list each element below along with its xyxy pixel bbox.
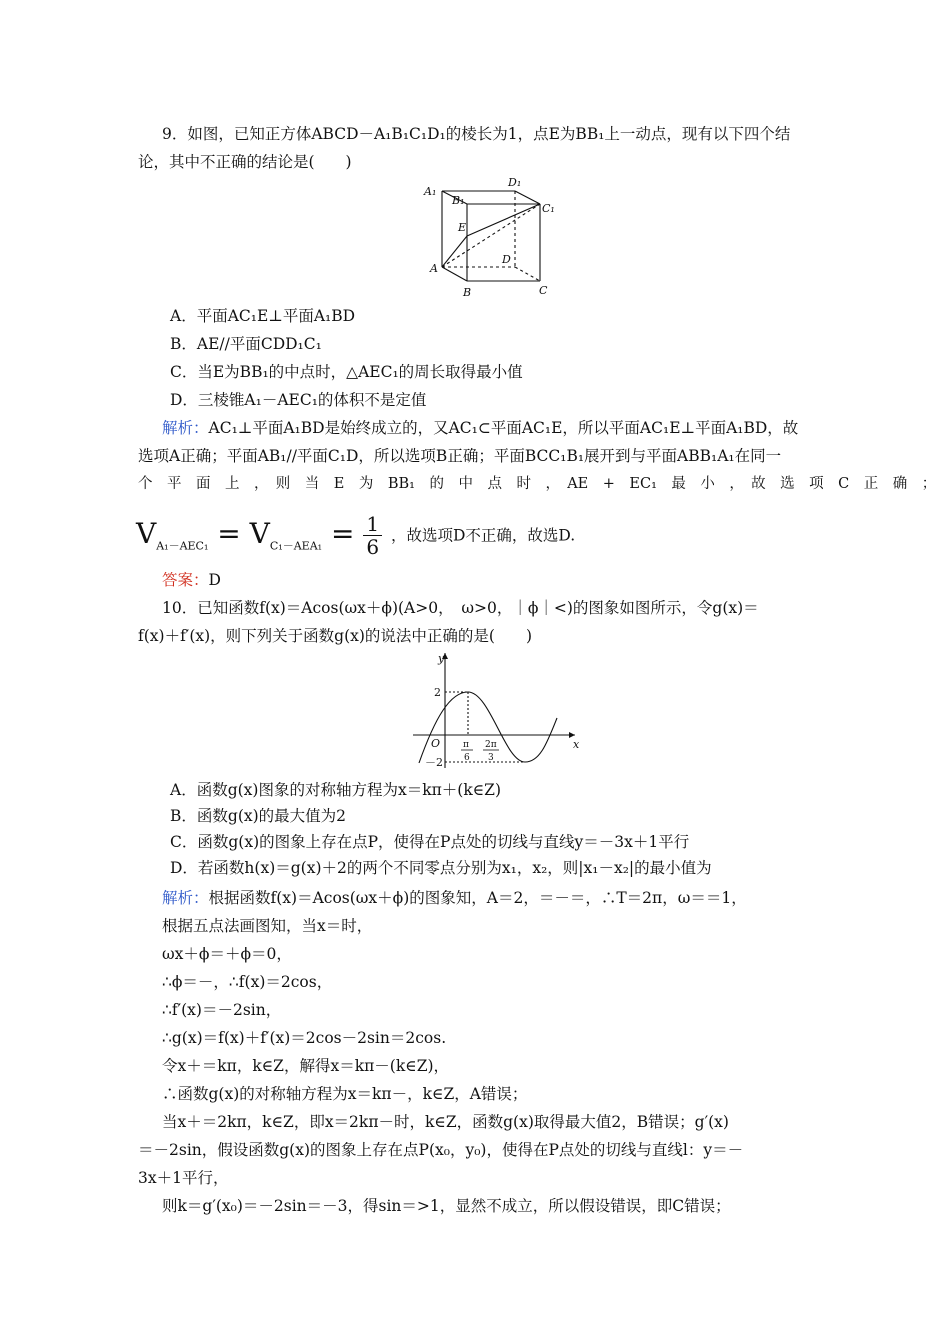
fraction-one-sixth: $\frac{1}{6}$ xyxy=(363,513,382,558)
q10-analysis-line3: ωx＋ϕ＝＋ϕ＝0， xyxy=(162,945,292,963)
q10-analysis-line7: 令x＋＝kπ，k∈Z，解得x＝kπ－(k∈Z)， xyxy=(162,1057,450,1075)
analysis-label: 解析： xyxy=(162,889,209,907)
q10-option-a: A．函数g(x)图象的对称轴方程为x＝kπ＋(k∈Z) xyxy=(170,781,502,799)
svg-text:y: y xyxy=(438,652,445,665)
q10-analysis-line12: 则k＝g′(x₀)＝－2sin＝－3，得sin＝>1，显然不成立，所以假设错误，即C错误； xyxy=(162,1197,731,1215)
q9-stem-line1: 9．如图，已知正方体ABCD－A₁B₁C₁D₁的棱长为1，点E为BB₁上一动点，现有以下四个结 xyxy=(162,125,791,143)
q9-option-c: C．当E为BB₁的中点时，△AEC₁的周长取得最小值 xyxy=(170,363,523,381)
q10-option-c: C．函数g(x)的图象上存在点P，使得在P点处的切线与直线y＝－3x＋1平行 xyxy=(170,833,690,851)
q10-analysis-line1: 解析：根据函数f(x)＝Acos(ωx＋ϕ)的图象知，A＝2，＝－＝，∴T＝2π，ω＝＝1， xyxy=(162,889,747,907)
svg-text:x: x xyxy=(573,738,580,751)
label-C: C xyxy=(539,284,548,297)
q9-analysis-line2: 选项A正确；平面AB₁//平面C₁D，所以选项B正确；平面BCC₁B₁展开到与平面ABB₁A₁在同一 xyxy=(138,447,782,465)
label-A: A xyxy=(430,262,438,275)
cosine-graph xyxy=(405,648,585,773)
label-D: D xyxy=(502,253,511,266)
svg-text:6: 6 xyxy=(464,753,470,763)
q10-option-b: B．函数g(x)的最大值为2 xyxy=(170,807,347,825)
svg-text:2π: 2π xyxy=(485,740,497,750)
cube-figure xyxy=(420,174,570,304)
q10-analysis-line6: ∴g(x)＝f(x)＋f′(x)＝2cos－2sin＝2cos. xyxy=(162,1029,447,1047)
label-D1: D₁ xyxy=(508,176,522,189)
svg-text:－2: －2 xyxy=(425,756,443,769)
q9-stem-line2: 论，其中不正确的结论是( ) xyxy=(138,153,352,171)
q10-analysis-line9: 当x＋＝2kπ，k∈Z，即x＝2kπ－时，k∈Z，函数g(x)取得最大值2，B错误；g′(x) xyxy=(162,1113,729,1131)
analysis-label: 解析： xyxy=(162,419,209,437)
q9-option-d: D．三棱锥A₁－AEC₁的体积不是定值 xyxy=(170,391,427,409)
svg-text:3: 3 xyxy=(488,753,494,763)
q9-option-b: B．AE//平面CDD₁C₁ xyxy=(170,335,322,353)
answer-label: 答案： xyxy=(162,571,209,589)
q10-analysis-line4: ∴ϕ＝－，∴f(x)＝2cos， xyxy=(162,973,333,991)
q10-option-d: D．若函数h(x)＝g(x)＋2的两个不同零点分别为x₁，x₂，则|x₁－x₂|的最小值为 xyxy=(170,859,712,877)
volume-formula: $V_{A_1-AEC_1} = V_{C_1-AEA_1}$ = $\frac{1}{6}$ ，故选项D不正确，故选D. xyxy=(136,512,576,559)
q10-analysis-line11: 3x＋1平行， xyxy=(138,1169,229,1187)
label-B1: B₁ xyxy=(452,194,465,207)
svg-text:O: O xyxy=(431,737,441,750)
q10-analysis-line5: ∴f′(x)＝－2sin， xyxy=(162,1001,282,1019)
q10-analysis-line8: ∴函数g(x)的对称轴方程为x＝kπ－，k∈Z，A错误； xyxy=(162,1085,528,1103)
label-B: B xyxy=(463,286,472,299)
svg-text:2: 2 xyxy=(434,686,441,699)
q10-analysis-line2: 根据五点法画图知，当x＝时， xyxy=(162,917,373,935)
q10-stem-line2: f(x)＋f′(x)，则下列关于函数g(x)的说法中正确的是( ) xyxy=(138,627,533,645)
q10-analysis-line10: ＝－2sin，假设函数g(x)的图象上存在点P(x₀，y₀)，使得在P点处的切线与直线l：y＝－ xyxy=(138,1141,744,1159)
label-E: E xyxy=(458,221,467,234)
q9-answer: 答案：D xyxy=(162,571,221,589)
svg-text:π: π xyxy=(463,740,469,750)
label-C1: C₁ xyxy=(542,202,555,215)
q9-option-a: A．平面AC₁E⊥平面A₁BD xyxy=(170,307,356,325)
q9-analysis-line1: 解析：AC₁⊥平面A₁BD是始终成立的，又AC₁⊂平面AC₁E，所以平面AC₁E⊥平面A₁BD，故 xyxy=(162,419,799,437)
q10-stem-line1: 10．已知函数f(x)＝Acos(ωx＋ϕ)(A>0， ω>0，｜ϕ｜<)的图象如图所示，令g(x)＝ xyxy=(162,599,759,617)
label-A1: A₁ xyxy=(424,185,437,198)
q9-analysis-line3: 个 平 面 上 ， 则 当 E 为 BB₁ 的 中 点 时 ， AE + EC₁ 最 小 ， 故 选 项 C 正 确 ； xyxy=(138,476,937,492)
